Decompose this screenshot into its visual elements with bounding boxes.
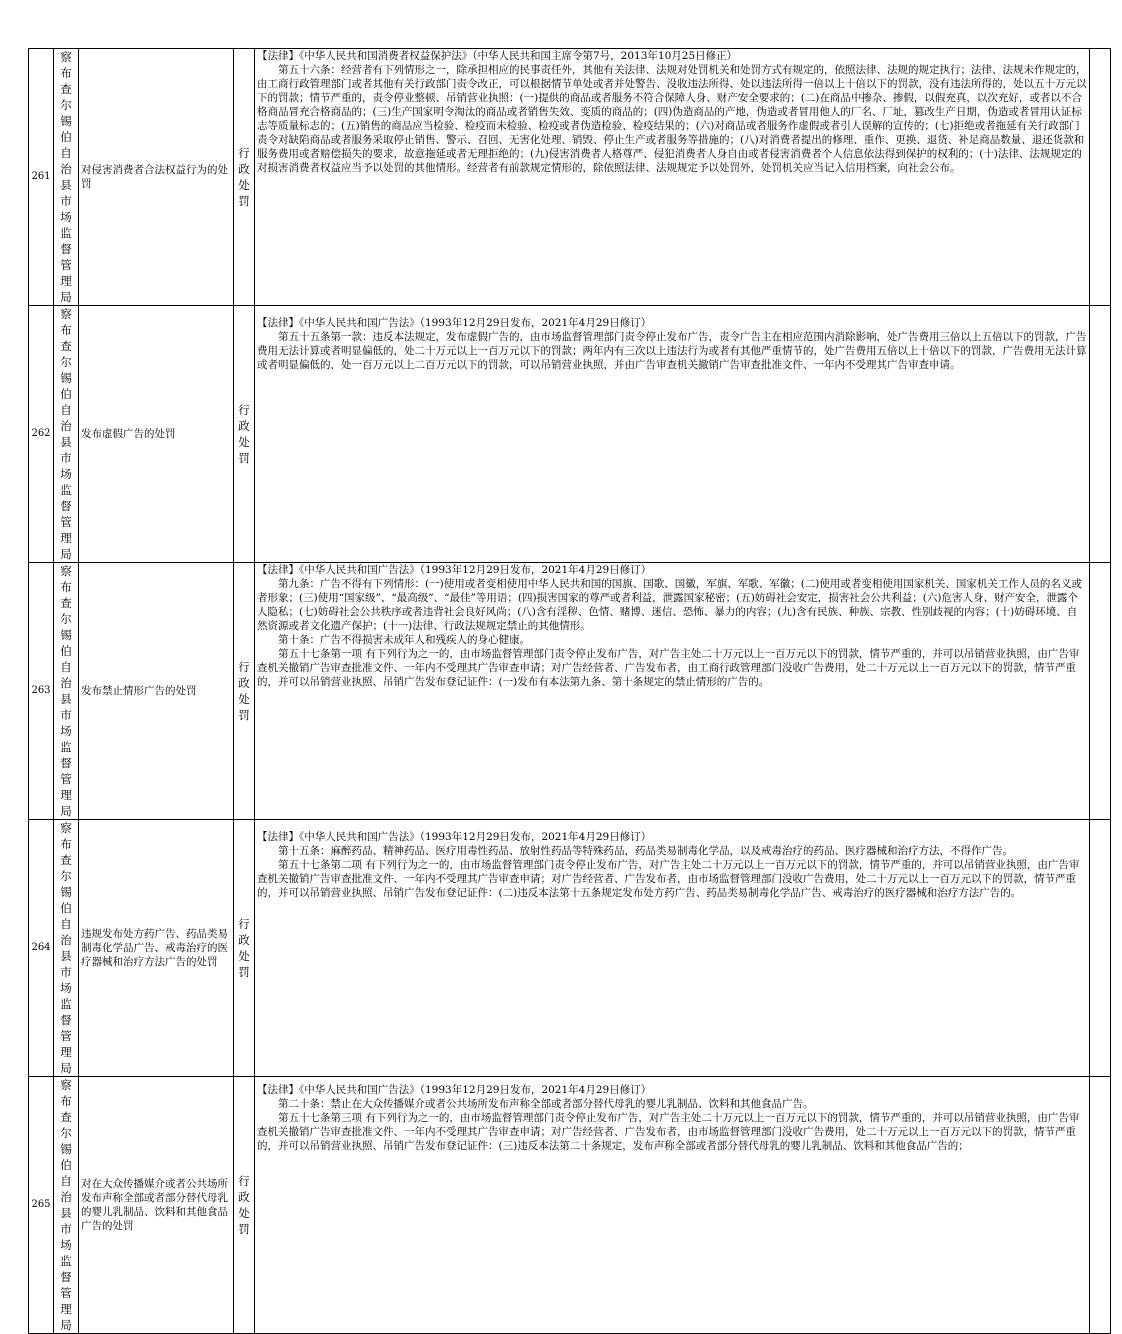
- legal-basis-cell: [255, 820, 1090, 1077]
- remarks-cell: [1090, 1077, 1111, 1334]
- table-row: [29, 306, 1111, 563]
- power-type-cell: [234, 1077, 255, 1334]
- law-title: 【法律】《中华人民共和国消费者权益保护法》（中华人民共和国主席令第7号，2013年10月25日修正）: [257, 50, 738, 62]
- item-name: 对在大众传播媒介或者公共场所发布声称全部或者部分替代母乳的婴儿乳制品、饮料和其他食品广告的处罚: [79, 1077, 234, 1334]
- row-number: 264: [29, 820, 54, 1077]
- law-article: 第五十七条第一项 有下列行为之一的，由市场监督管理部门责令停止发布广告，对广告主处二十万元以上一百万元以下的罚款，情节严重的，并可以吊销营业执照，由广告审查机关撤销广告审查批准文件、一年内不受理其广告审查申请；对广告经营者、广告发布者，由工商行政管理部门没收广告费用，处二十万元以上一百万元以下的罚款，情节严重的，并可以吊销营业执照、吊销广告发布登记证件：(一)发布有本法第九条、第十条规定的禁止情形的广告的。: [257, 648, 1080, 688]
- power-type: 行政处罚: [238, 146, 250, 208]
- law-article: 第十条：广告不得损害未成年人和残疾人的身心健康。: [278, 634, 530, 646]
- penalty-table-body: [29, 49, 1111, 1334]
- department-cell: [54, 1077, 79, 1334]
- power-type: 行政处罚: [238, 660, 250, 722]
- department-cell: [54, 49, 79, 306]
- law-title: 【法律】《中华人民共和国广告法》（1993年12月29日发布，2021年4月29日修订）: [257, 317, 652, 329]
- law-article: 第二十条：禁止在大众传播媒介或者公共场所发布声称全部或者部分替代母乳的婴儿乳制品、饮料和其他食品广告。: [278, 1098, 814, 1110]
- law-title: 【法律】《中华人民共和国广告法》（1993年12月29日发布，2021年4月29日修订）: [257, 831, 652, 843]
- law-article: 第五十五条第一款：违反本法规定，发布虚假广告的，由市场监督管理部门责令停止发布广告，责令广告主在相应范围内消除影响，处广告费用三倍以上五倍以下的罚款，广告费用无法计算或者明显偏低的，处二十万元以上一百万元以下的罚款；两年内有三次以上违法行为或者有其他严重情节的，处广告费用五倍以上十倍以下的罚款，广告费用无法计算或者明显偏低的，处一百万元以上二百万元以下的罚款，可以吊销营业执照，并由广告审查机关撤销广告审查批准文件、一年内不受理其广告审查申请。: [257, 331, 1087, 371]
- law-article: 第十五条：麻醉药品、精神药品、医疗用毒性药品、放射性药品等特殊药品，药品类易制毒化学品，以及戒毒治疗的药品、医疗器械和治疗方法，不得作广告。: [278, 845, 1013, 857]
- law-title: 【法律】《中华人民共和国广告法》（1993年12月29日发布，2021年4月29日修订）: [257, 1084, 652, 1096]
- row-number: 263: [29, 563, 54, 820]
- department-name: 察布查尔锡伯自治县市场监督管理局: [60, 307, 72, 561]
- power-type-cell: [234, 306, 255, 563]
- power-type-cell: [234, 49, 255, 306]
- legal-basis-cell: [255, 1077, 1090, 1334]
- item-name: 发布禁止情形广告的处罚: [79, 563, 234, 820]
- power-type: 行政处罚: [238, 917, 250, 979]
- legal-basis-cell: [255, 563, 1090, 820]
- item-name: 对侵害消费者合法权益行为的处罚: [79, 49, 234, 306]
- table-row: [29, 820, 1111, 1077]
- legal-basis-cell: [255, 49, 1090, 306]
- department-name: 察布查尔锡伯自治县市场监督管理局: [60, 1078, 72, 1332]
- row-number: 265: [29, 1077, 54, 1334]
- department-name: 察布查尔锡伯自治县市场监督管理局: [60, 564, 72, 818]
- law-article: 第五十七条第二项 有下列行为之一的，由市场监督管理部门责令停止发布广告，对广告主处二十万元以上一百万元以下的罚款，情节严重的，并可以吊销营业执照，由广告审查机关撤销广告审查批准文件、一年内不受理其广告审查申请；对广告经营者、广告发布者，由市场监督管理部门没收广告费用，处二十万元以上一百万元以下的罚款，情节严重的，并可以吊销营业执照、吊销广告发布登记证件：(二)违反本法第十五条规定发布处方药广告、药品类易制毒化学品广告、戒毒治疗的医疗器械和治疗方法广告的。: [257, 859, 1080, 899]
- item-name: 发布虚假广告的处罚: [79, 306, 234, 563]
- penalty-table: [28, 48, 1111, 1334]
- remarks-cell: [1090, 563, 1111, 820]
- item-name: 违规发布处方药广告、药品类易制毒化学品广告、戒毒治疗的医疗器械和治疗方法广告的处罚: [79, 820, 234, 1077]
- department-name: 察布查尔锡伯自治县市场监督管理局: [60, 821, 72, 1075]
- department-cell: [54, 563, 79, 820]
- power-type: 行政处罚: [238, 1174, 250, 1236]
- law-article: 第五十六条：经营者有下列情形之一，除承担相应的民事责任外，其他有关法律、法规对处罚机关和处罚方式有规定的，依照法律、法规的规定执行；法律、法规未作规定的，由工商行政管理部门或者其他有关行政部门责令改正，可以根据情节单处或者并处警告、没收违法所得、处以违法所得一倍以上十倍以下的罚款，没有违法所得的，处以五十万元以下的罚款；情节严重的，责令停业整顿、吊销营业执照：(一)提供的商品或者服务不符合保障人身、财产安全要求的；(二)在商品中掺杂、掺假，以假充真，以次充好，或者以不合格商品冒充合格商品的；(三)生产国家明令淘汰的商品或者销售失效、变质的商品的；(四)伪造商品的产地，伪造或者冒用他人的厂名、厂址，篡改生产日期，伪造或者冒用认证标志等质量标志的；(五)销售的商品应当检验、检疫而未检验、检疫或者伪造检验、检疫结果的；(六)对商品或者服务作虚假或者引人误解的宣传的；(七)拒绝或者拖延有关行政部门责令对缺陷商品或者服务采取停止销售、警示、召回、无害化处理、销毁、停止生产或者服务等措施的；(八)对消费者提出的修理、重作、更换、退货、补足商品数量、退还货款和服务费用或者赔偿损失的要求，故意拖延或者无理拒绝的；(九)侵害消费者人格尊严、侵犯消费者人身自由或者侵害消费者个人信息依法得到保护的权利的；(十)法律、法规规定的对损害消费者权益应当予以处罚的其他情形。经营者有前款规定情形的，除依照法律、法规规定予以处罚外，处罚机关应当记入信用档案，向社会公布。: [257, 64, 1087, 174]
- row-number: 262: [29, 306, 54, 563]
- law-article: 第五十七条第三项 有下列行为之一的，由市场监督管理部门责令停止发布广告，对广告主处二十万元以上一百万元以下的罚款，情节严重的，并可以吊销营业执照，由广告审查机关撤销广告审查批准文件、一年内不受理其广告审查申请；对广告经营者、广告发布者，由市场监督管理部门没收广告费用，处二十万元以上一百万元以下的罚款，情节严重的，并可以吊销营业执照、吊销广告发布登记证件：(三)违反本法第二十条规定，发布声称全部或者部分替代母乳的婴儿乳制品、饮料和其他食品广告的；: [257, 1112, 1080, 1152]
- law-title: 【法律】《中华人民共和国广告法》（1993年12月29日发布，2021年4月29日修订）: [257, 564, 652, 576]
- table-row: [29, 1077, 1111, 1334]
- power-type-cell: [234, 563, 255, 820]
- remarks-cell: [1090, 306, 1111, 563]
- remarks-cell: [1090, 820, 1111, 1077]
- table-row: [29, 563, 1111, 820]
- legal-basis-cell: [255, 306, 1090, 563]
- row-number: 261: [29, 49, 54, 306]
- power-type-cell: [234, 820, 255, 1077]
- department-cell: [54, 306, 79, 563]
- department-name: 察布查尔锡伯自治县市场监督管理局: [60, 50, 72, 304]
- law-article: 第九条：广告不得有下列情形：(一)使用或者变相使用中华人民共和国的国旗、国歌、国徽，军旗、军歌、军徽；(二)使用或者变相使用国家机关、国家机关工作人员的名义或者形象；(三)使用“国家级”、“最高级”、“最佳”等用语；(四)损害国家的尊严或者利益，泄露国家秘密；(五)妨碍社会安定，损害社会公共利益；(六)危害人身、财产安全，泄露个人隐私；(七)妨碍社会公共秩序或者违背社会良好风尚；(八)含有淫秽、色情、赌博、迷信、恐怖、暴力的内容；(九)含有民族、种族、宗教、性别歧视的内容；(十)妨碍环境、自然资源或者文化遗产保护；(十一)法律、行政法规规定禁止的其他情形。: [257, 578, 1082, 632]
- table-row: [29, 49, 1111, 306]
- remarks-cell: [1090, 49, 1111, 306]
- power-type: 行政处罚: [238, 403, 250, 465]
- department-cell: [54, 820, 79, 1077]
